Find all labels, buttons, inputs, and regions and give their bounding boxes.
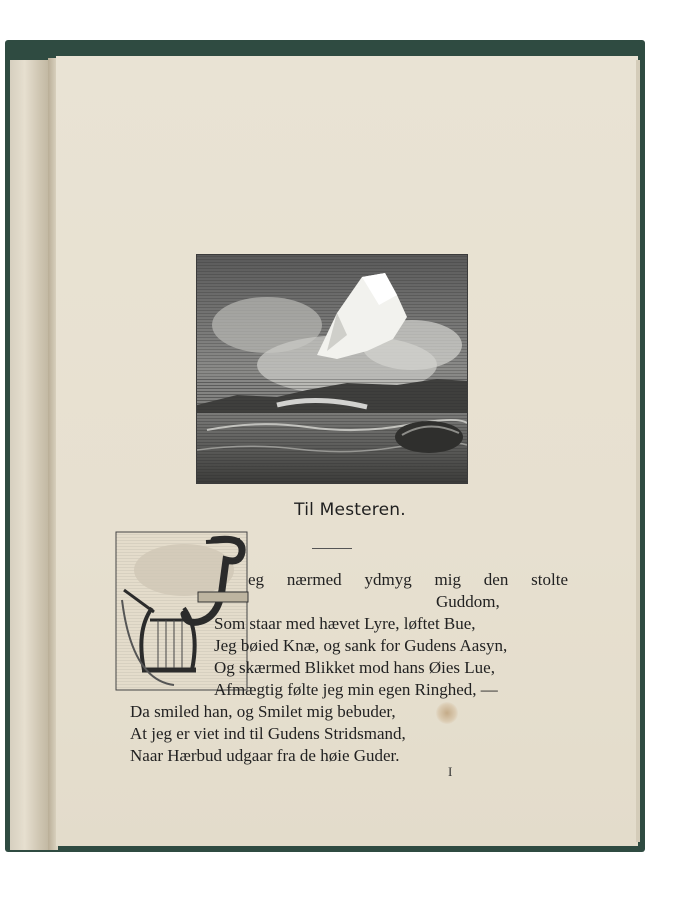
poem-title: Til Mesteren.	[294, 500, 406, 520]
poem-line: Da smiled han, og Smilet mig bebuder,	[130, 702, 396, 721]
poem-line: Jeg bøied Knæ, og sank for Gudens Aasyn,	[214, 636, 508, 655]
storm-sea-icon	[196, 254, 468, 484]
poem-line: Som staar med hævet Lyre, løftet Bue,	[214, 614, 476, 633]
left-page-edge	[10, 60, 52, 850]
poem-line: eg nærmed ydmyg mig den stolte	[248, 570, 568, 589]
poem-line: Guddom,	[436, 592, 500, 611]
page-number: I	[448, 764, 453, 779]
poem-line: Og skærmed Blikket mod hans Øies Lue,	[214, 658, 495, 677]
title-divider	[312, 548, 352, 549]
paper-stain	[436, 702, 458, 724]
page-fore-edge	[636, 60, 640, 842]
poem-line: Naar Hærbud udgaar fra de høie Guder.	[130, 746, 400, 765]
poem-line: At jeg er viet ind til Gudens Stridsmand,	[130, 724, 406, 743]
poem-line: Afmægtig følte jeg min egen Ringhed, —	[214, 680, 498, 699]
